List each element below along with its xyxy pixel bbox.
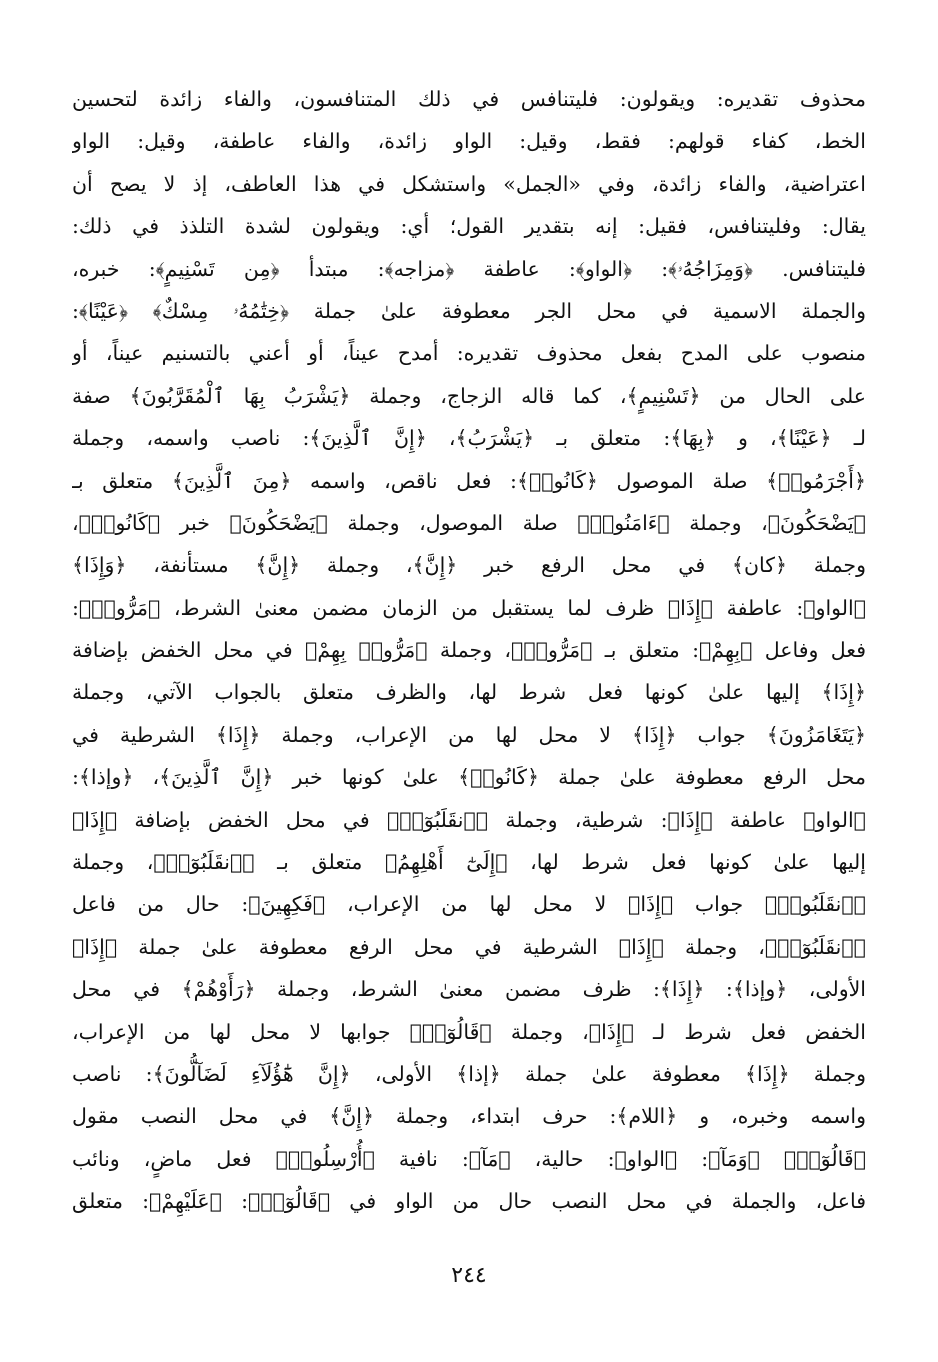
text-line: ﴿ٱنقَلَبُوا۟﴾ جواب ﴿إِذَا﴾ لا محل لها من الإعراب، ﴿فَكِهِينَ﴾: حال من فاعل [72,892,866,917]
text-line: فاعل، والجملة في محل النصب حال من الواو في ﴿قَالُوٓا۟﴾: ﴿عَلَيْهِمْ﴾: متعلق [72,1189,866,1214]
text-line: محذوف تقديره: ويقولون: فليتنافس في ذلك المتنافسون، والفاء زائدة لتحسين [72,87,866,111]
text-line: على الحال من ﴿تَسْنِيمٍ﴾، كما قاله الزجاج، وجملة ﴿يَشْرَبُ بِهَا ٱلْمُقَرَّبُونَ﴾ صفة [72,383,866,408]
text-line: ﴿ٱنقَلَبُوٓا۟﴾، وجملة ﴿إِذَا﴾ الشرطية في محل الرفع معطوفة علىٰ جملة ﴿إِذَا﴾ [72,934,866,959]
text-line: إليها علىٰ كونها فعل شرط لها، ﴿إِلَىٰٓ أَهْلِهِمُ﴾ متعلق بـ ﴿ٱنقَلَبُوٓا۟﴾، وجملة [72,850,866,875]
text-line: ﴿إِذَا﴾ إليها علىٰ كونها فعل شرط لها، والظرف متعلق بالجواب الآتي، وجملة [72,680,866,705]
text-line: منصوب على المدح بفعل محذوف تقديره: أمدح عيناً، أو أعني بالتسنيم عيناً، أو [72,341,866,366]
text-line: ﴿قَالُوٓا۟﴾ ﴿وَمَآ﴾: ﴿الواو﴾: حالية، ﴿مَآ﴾: نافية ﴿أُرْسِلُوا۟﴾ فعل ماضٍ، ونائب [72,1146,866,1171]
text-line: والجملة الاسمية في محل الجر معطوفة علىٰ جملة ﴿خِتَٰمُهُۥ مِسْكٌ﴾ ﴿عَيْنًا﴾: [72,298,866,323]
text-line: واسمه وخبره، و ﴿اللام﴾: حرف ابتداء، وجملة ﴿إِنَّ﴾ في محل النصب مقول [72,1104,866,1129]
text-line: يقال: وفليتنافس، فقيل: إنه بتقدير القول؛ أي: ويقولون لشدة التلذذ في ذلك: [72,214,866,239]
text-line: ﴿يَتَغَامَزُونَ﴾ جواب ﴿إِذَا﴾ لا محل لها من الإعراب، وجملة ﴿إِذَا﴾ الشرطية في [72,722,866,747]
page-text-body [72,78,866,1278]
text-line: الخفض فعل شرط لـ ﴿إِذَا﴾، وجملة ﴿قَالُوٓا۟﴾ جوابها لا محل لها من الإعراب، [72,1019,866,1044]
text-line: ﴿الواو﴾: عاطفة ﴿إِذَا﴾ ظرف لما يستقبل من الزمان مضمن معنىٰ الشرط، ﴿مَرُّوا۟﴾: [72,595,866,620]
text-line: الأولى، ﴿وإذا﴾: ﴿إِذَا﴾: ظرف مضمن معنىٰ الشرط، وجملة ﴿رَأَوْهُمْ﴾ في محل [72,977,866,1002]
text-line: فعل وفاعل ﴿بِهِمْ﴾: متعلق بـ ﴿مَرُّوا۟﴾، وجملة ﴿مَرُّوا۟ بِهِمْ﴾ في محل الخفض بإضافة [72,638,866,663]
page-number: ٢٤٤ [451,1263,487,1288]
text-line: اعتراضية، والفاء زائدة، وفي «الجمل» واستشكل في هذا العاطف، إذ لا يصح أن [72,171,866,196]
text-line: وجملة ﴿إِذَا﴾ معطوفة علىٰ جملة ﴿إذا﴾ الأولى، ﴿إِنَّ هَٰٓؤُلَآءِ لَضَآلُّونَ﴾: ناصب [72,1061,866,1086]
text-line: فليتنافس. ﴿وَمِزَاجُهُۥ﴾: ﴿الواو﴾: عاطفة ﴿مزاجه﴾: مبتدأ ﴿مِن تَسْنِيمٍ﴾: خبره، [72,256,866,281]
text-line: محل الرفع معطوفة علىٰ جملة ﴿كَانُوا۟﴾ علىٰ كونها خبر ﴿إِنَّ ٱلَّذِينَ﴾، ﴿وإذا﴾: [72,765,866,790]
text-line: وجملة ﴿كان﴾ في محل الرفع خبر ﴿إِنَّ﴾، وجملة ﴿إِنَّ﴾ مستأنفة، ﴿وَإِذَا﴾ [72,553,866,578]
text-line: لـ ﴿عَيْنًا﴾، و ﴿بِهَا﴾: متعلق بـ ﴿يَشْرَبُ﴾، ﴿إِنَّ ٱلَّذِينَ﴾: ناصب واسمه، وجملة [72,426,866,451]
text-line: ﴿أَجْرَمُوا۟﴾ صلة الموصول ﴿كَانُوا۟﴾: فعل ناقص، واسمه ﴿مِنَ ٱلَّذِينَ﴾ متعلق بـ [72,468,866,493]
text-line: ﴿يَضْحَكُونَ﴾، وجملة ﴿ءَامَنُوا۟﴾ صلة الموصول، وجملة ﴿يَضْحَكُونَ﴾ خبر ﴿كَانُوا۟﴾، [72,510,866,535]
text-line: الخط، كفاء قولهم: فقط، وقيل: الواو زائدة، والفاء عاطفة، وقيل: الواو [72,129,866,154]
text-line: ﴿الواو﴾ عاطفة ﴿إِذَا﴾: شرطية، وجملة ﴿ٱنقَلَبُوٓا۟﴾ في محل الخفض بإضافة ﴿إِذَا﴾ [72,807,866,832]
